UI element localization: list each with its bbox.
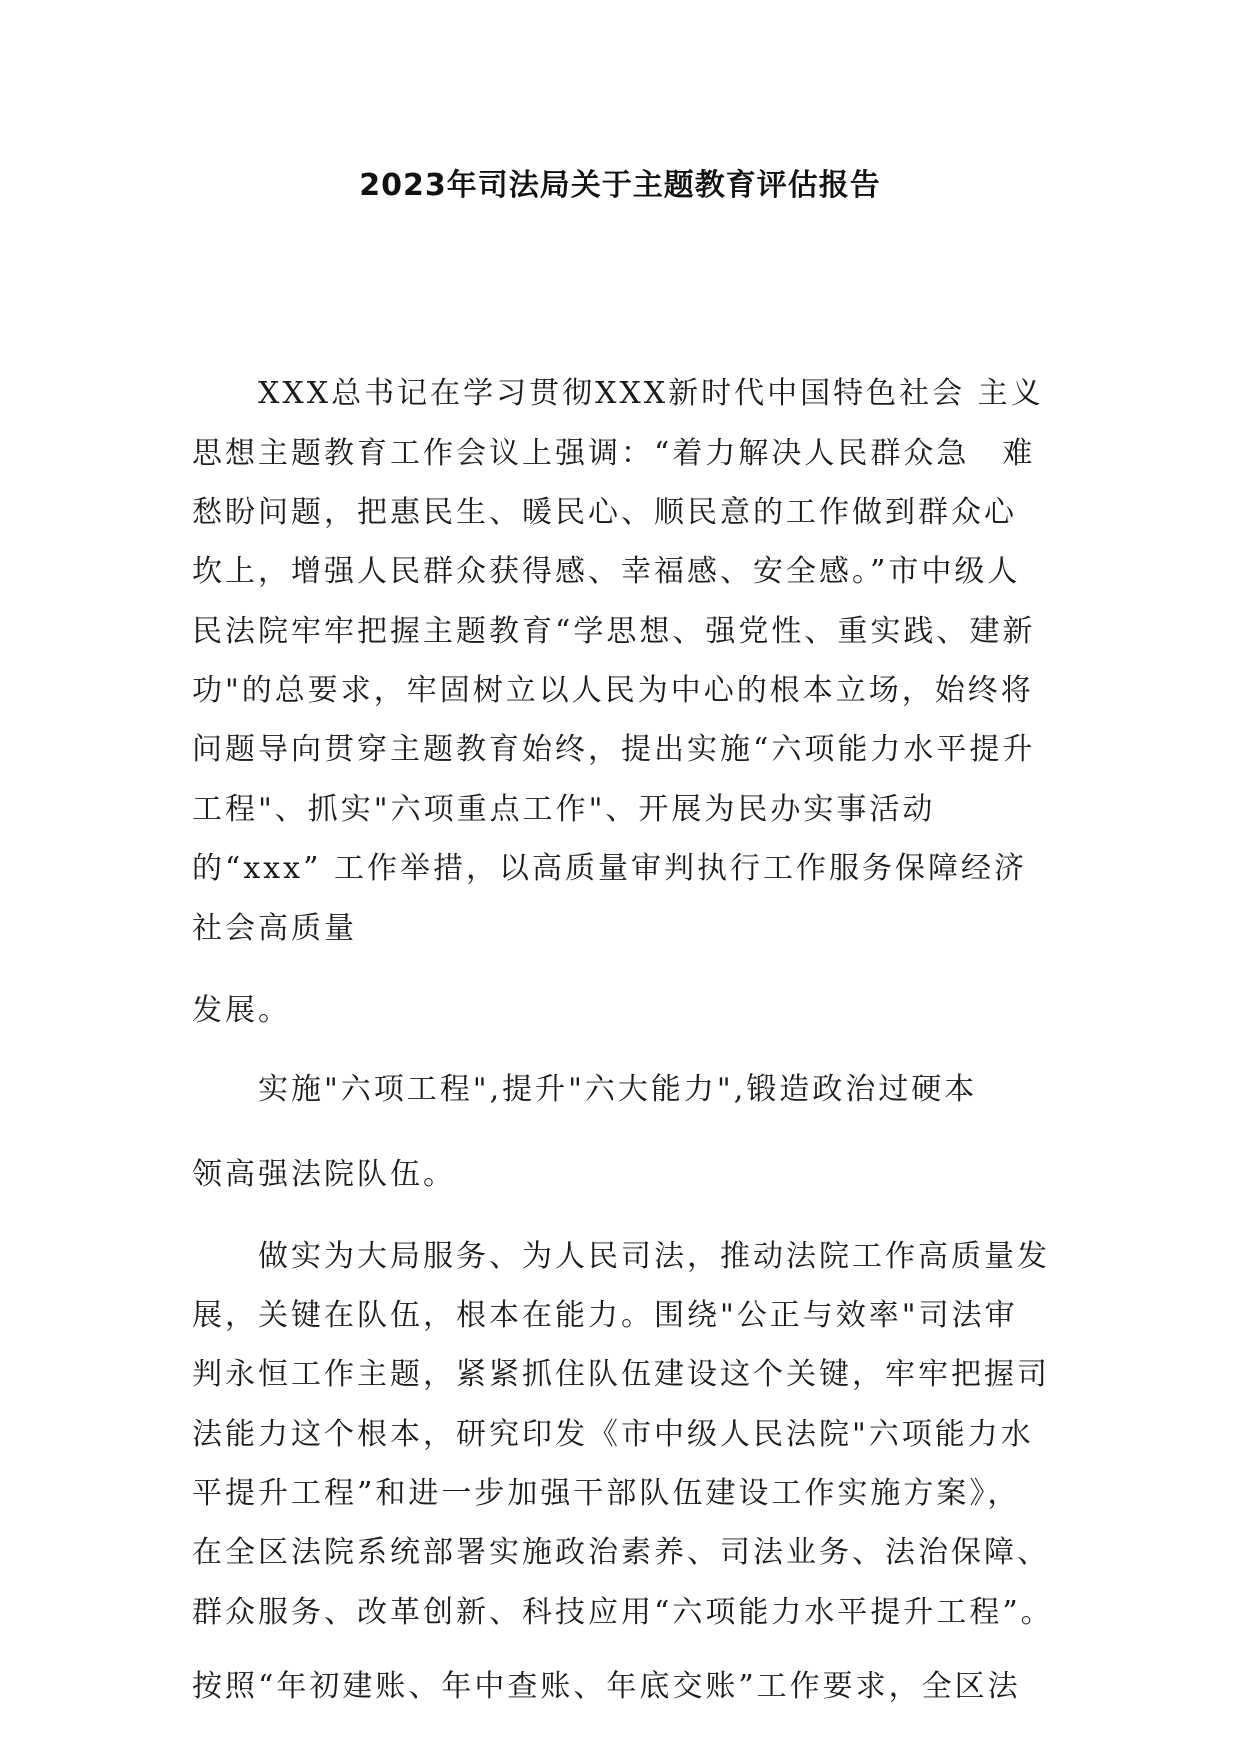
paragraph-line: 工程"、抓实"六项重点工作"、开展为民办实事活动	[192, 792, 936, 827]
paragraph-line: 展，关键在队伍，根本在能力。围绕"公正与效率"司法审	[192, 1298, 1018, 1333]
paragraph-line: 民法院牢牢把握主题教育“学思想、强党性、重实践、建新	[192, 614, 1036, 649]
paragraph-line: 愁盼问题，把惠民生、暖民心、顺民意的工作做到群众心	[192, 495, 1017, 530]
paragraph-line: 问题导向贯穿主题教育始终，提出实施“六项能力水平提升	[192, 732, 1036, 767]
paragraph-line: 群众服务、改革创新、科技应用“六项能力水平提升工程”。	[192, 1595, 1054, 1630]
paragraph-line: 功"的总要求，牢固树立以人民为中心的根本立场，始终将	[192, 673, 1034, 708]
paragraph-line: 平提升工程”和进一步加强干部队伍建设工作实施方案》，	[192, 1476, 1021, 1511]
paragraph-line: 按照“年初建账、年中查账、年底交账”工作要求，全区法	[192, 1669, 1021, 1704]
section-heading-line: 领高强法院队伍。	[192, 1157, 456, 1192]
paragraph-line: 做实为大局服务、为人民司法，推动法院工作高质量发	[258, 1239, 1050, 1274]
paragraph-line: 社会高质量	[192, 911, 357, 946]
paragraph-line: 思想主题教育工作会议上强调：“着力解决人民群众急 难	[192, 436, 1036, 471]
paragraph-line: 发展。	[192, 993, 291, 1028]
paragraph-line: 法能力这个根本，研究印发《市中级人民法院"六项能力水	[192, 1417, 1034, 1452]
document-title: 2023年司法局关于主题教育评估报告	[359, 168, 881, 203]
paragraph-line: 判永恒工作主题，紧紧抓住队伍建设这个关键，牢牢把握司	[192, 1357, 1050, 1392]
section-heading-line: 实施"六项工程",提升"六大能力",锻造政治过硬本	[258, 1072, 978, 1107]
paragraph-line: 在全区法院系统部署实施政治素养、司法业务、法治保障、	[192, 1535, 1050, 1570]
paragraph-line: XXX总书记在学习贯彻XXX新时代中国特色社会 主义	[258, 376, 1044, 411]
paragraph-line: 的“xxx” 工作举措，以高质量审判执行工作服务保障经济	[192, 851, 1027, 886]
paragraph-line: 坎上，增强人民群众获得感、幸福感、安全感。”市中级人	[192, 554, 1021, 589]
